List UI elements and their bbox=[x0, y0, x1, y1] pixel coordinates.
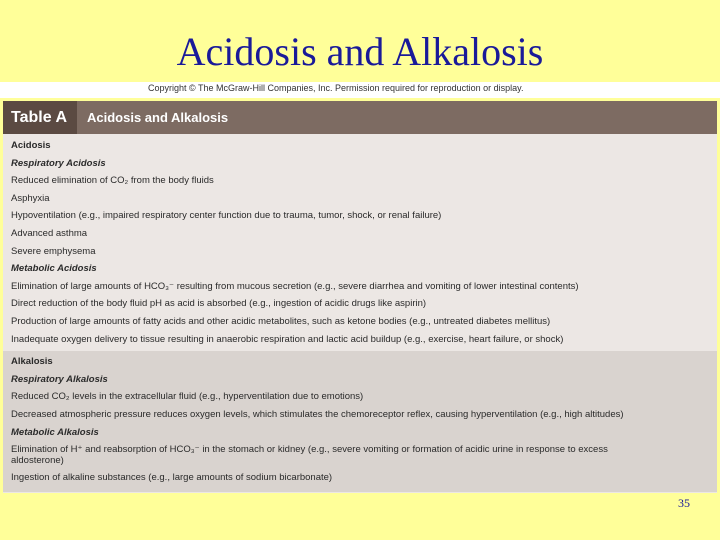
subheading-respiratory-acidosis: Respiratory Acidosis bbox=[11, 157, 106, 169]
table-heading: Acidosis and Alkalosis bbox=[87, 110, 229, 125]
list-item: Elimination of H⁺ and reabsorption of HCO₃⁻ in the stomach or kidney (e.g., severe vomiting or formation of acidic urine in response to excess aldosterone) bbox=[11, 444, 608, 467]
alkalosis-section bbox=[3, 351, 717, 492]
subheading-metabolic-acidosis: Metabolic Acidosis bbox=[11, 263, 97, 275]
list-item: Inadequate oxygen delivery to tissue resulting in anaerobic respiration and lactic acid buildup (e.g., exercise, heart failure, or shock) bbox=[11, 333, 564, 345]
list-item: Advanced asthma bbox=[11, 227, 88, 239]
slide-number: 35 bbox=[678, 496, 690, 510]
table-label: Table A bbox=[3, 101, 77, 134]
copyright-notice: Copyright © The McGraw-Hill Companies, Inc. Permission required for reproduction or display. bbox=[148, 83, 524, 93]
list-item: Direct reduction of the body fluid pH as acid is absorbed (e.g., ingestion of acidic drugs like aspirin) bbox=[11, 298, 427, 310]
list-item: Severe emphysema bbox=[11, 245, 96, 257]
subheading-respiratory-alkalosis: Respiratory Alkalosis bbox=[11, 373, 108, 385]
section-title-alkalosis: Alkalosis bbox=[11, 356, 53, 368]
list-item: Reduced elimination of CO₂ from the body fluids bbox=[11, 175, 214, 187]
subheading-metabolic-alkalosis: Metabolic Alkalosis bbox=[11, 426, 99, 438]
section-title-acidosis: Acidosis bbox=[11, 140, 51, 151]
list-item: Elimination of large amounts of HCO₃⁻ resulting from mucous secretion (e.g., severe diarrhea and vomiting of lower intestinal contents) bbox=[11, 280, 579, 292]
table-header bbox=[3, 101, 717, 134]
list-item: Asphyxia bbox=[11, 192, 50, 204]
list-item: Ingestion of alkaline substances (e.g., large amounts of sodium bicarbonate) bbox=[11, 472, 333, 484]
list-item: Hypoventilation (e.g., impaired respiratory center function due to trauma, tumor, shock, or renal failure) bbox=[11, 210, 442, 222]
acidosis-section bbox=[3, 134, 717, 351]
slide-title: Acidosis and Alkalosis bbox=[176, 29, 544, 74]
list-item: Decreased atmospheric pressure reduces oxygen levels, which stimulates the chemoreceptor reflex, causing hyperventilation (e.g., high altitudes) bbox=[11, 408, 624, 420]
list-item: Production of large amounts of fatty acids and other acidic metabolites, such as ketone bodies (e.g., untreated diabetes mellitus) bbox=[11, 315, 551, 327]
acidosis-alkalosis-table bbox=[3, 101, 717, 493]
list-item: Reduced CO₂ levels in the extracellular fluid (e.g., hyperventilation due to emotions) bbox=[11, 391, 364, 403]
